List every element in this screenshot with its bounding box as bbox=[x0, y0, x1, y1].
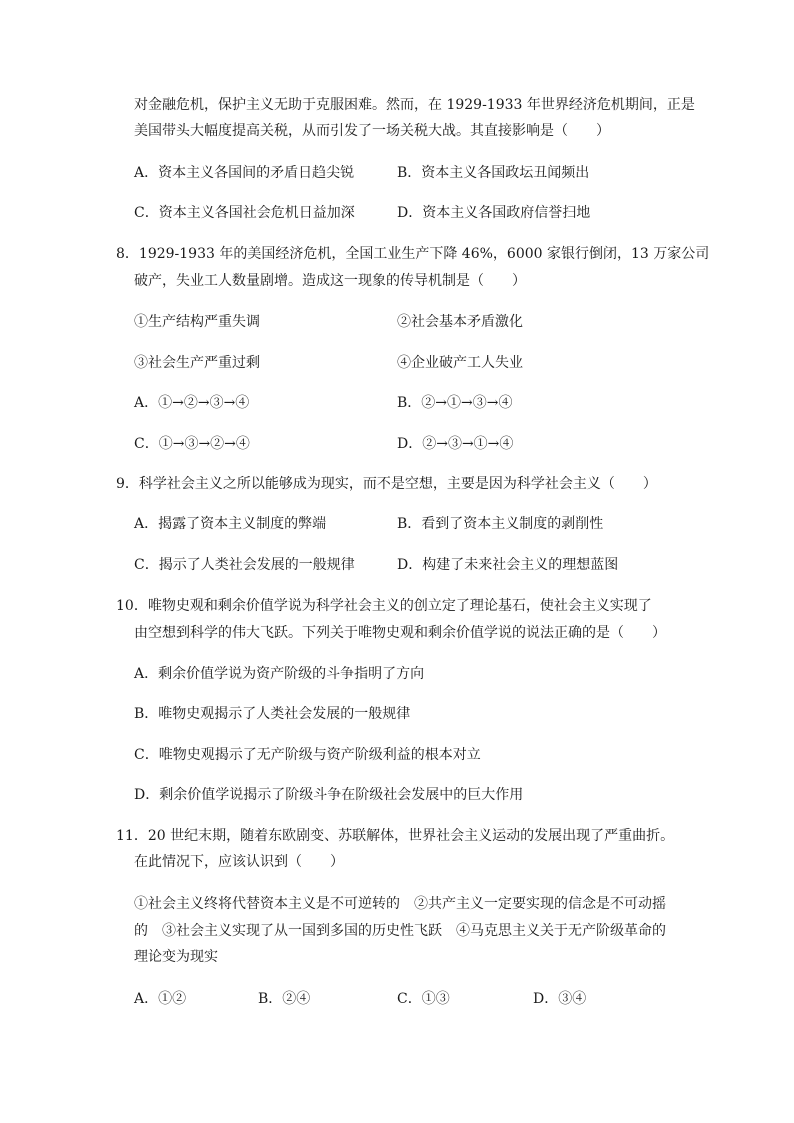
q9-option-c: C．揭示了人类社会发展的一般规律 bbox=[134, 557, 355, 573]
q8-option-a: A．①→②→③→④ bbox=[134, 395, 250, 411]
q10-option-d: D．剩余价值学说揭示了阶级斗争在阶级社会发展中的巨大作用 bbox=[134, 787, 524, 803]
q10-option-c: C．唯物史观揭示了无产阶级与资产阶级利益的根本对立 bbox=[134, 747, 481, 763]
q10-stem-line-2: 由空想到科学的伟大飞跃。下列关于唯物史观和剩余价值学说的说法正确的是（ ） bbox=[134, 625, 666, 641]
q7-stem-line-1: 对金融危机，保护主义无助于克服困难。然而，在 1929-1933 年世界经济危机期间，正是 bbox=[134, 97, 695, 113]
q8-item-3: ③社会生产严重过剩 bbox=[134, 355, 260, 371]
q7-option-c: C．资本主义各国社会危机日益加深 bbox=[134, 205, 355, 221]
q11-statements-line-1: ①社会主义终将代替资本主义是不可逆转的 ②共产主义一定要实现的信念是不可动摇 bbox=[134, 896, 666, 912]
q7-option-a: A．资本主义各国间的矛盾日趋尖锐 bbox=[134, 165, 355, 181]
q11-option-d: D．③④ bbox=[533, 991, 587, 1007]
q8-item-4: ④企业破产工人失业 bbox=[397, 355, 523, 371]
q11-statements-line-2: 的 ③社会主义实现了从一国到多国的历史性飞跃 ④马克思主义关于无产阶级革命的 bbox=[134, 923, 666, 939]
q10-stem-line-1: 10．唯物史观和剩余价值学说为科学社会主义的创立定了理论基石，使社会主义实现了 bbox=[116, 598, 652, 614]
q9-option-d: D．构建了未来社会主义的理想蓝图 bbox=[397, 557, 619, 573]
q9-option-b: B．看到了资本主义制度的剥削性 bbox=[397, 516, 604, 532]
q7-option-b: B．资本主义各国政坛丑闻频出 bbox=[397, 165, 590, 181]
q11-option-a: A．①② bbox=[134, 991, 187, 1007]
q8-option-d: D．②→③→①→④ bbox=[397, 436, 514, 452]
q8-option-c: C．①→③→②→④ bbox=[134, 436, 250, 452]
q9-stem-line-1: 9．科学社会主义之所以能够成为现实，而不是空想，主要是因为科学社会主义（ ） bbox=[116, 476, 657, 492]
q9-option-a: A．揭露了资本主义制度的弊端 bbox=[134, 516, 327, 532]
q8-item-1: ①生产结构严重失调 bbox=[134, 314, 260, 330]
q11-option-c: C．①③ bbox=[397, 991, 450, 1007]
q10-option-b: B．唯物史观揭示了人类社会发展的一般规律 bbox=[134, 706, 411, 722]
q11-stem-line-1: 11．20 世纪末期，随着东欧剧变、苏联解体，世界社会主义运动的发展出现了严重曲折。 bbox=[116, 828, 675, 844]
q11-statements-line-3: 理论变为现实 bbox=[134, 949, 218, 965]
q11-option-b: B．②④ bbox=[258, 991, 311, 1007]
q8-stem-line-2: 破产，失业工人数量剧增。造成这一现象的传导机制是（ ） bbox=[134, 273, 526, 289]
q7-option-d: D．资本主义各国政府信誉扫地 bbox=[397, 205, 591, 221]
q8-item-2: ②社会基本矛盾激化 bbox=[397, 314, 523, 330]
q8-option-b: B．②→①→③→④ bbox=[397, 395, 513, 411]
q7-stem-line-2: 美国带头大幅度提高关税，从而引发了一场关税大战。其直接影响是（ ） bbox=[134, 123, 610, 139]
q11-stem-line-2: 在此情况下，应该认识到（ ） bbox=[134, 854, 344, 870]
q8-stem-line-1: 8．1929-1933 年的美国经济危机，全国工业生产下降 46%，6000 家银行倒闭，13 万家公司 bbox=[116, 246, 710, 262]
q10-option-a: A．剩余价值学说为资产阶级的斗争指明了方向 bbox=[134, 666, 425, 682]
